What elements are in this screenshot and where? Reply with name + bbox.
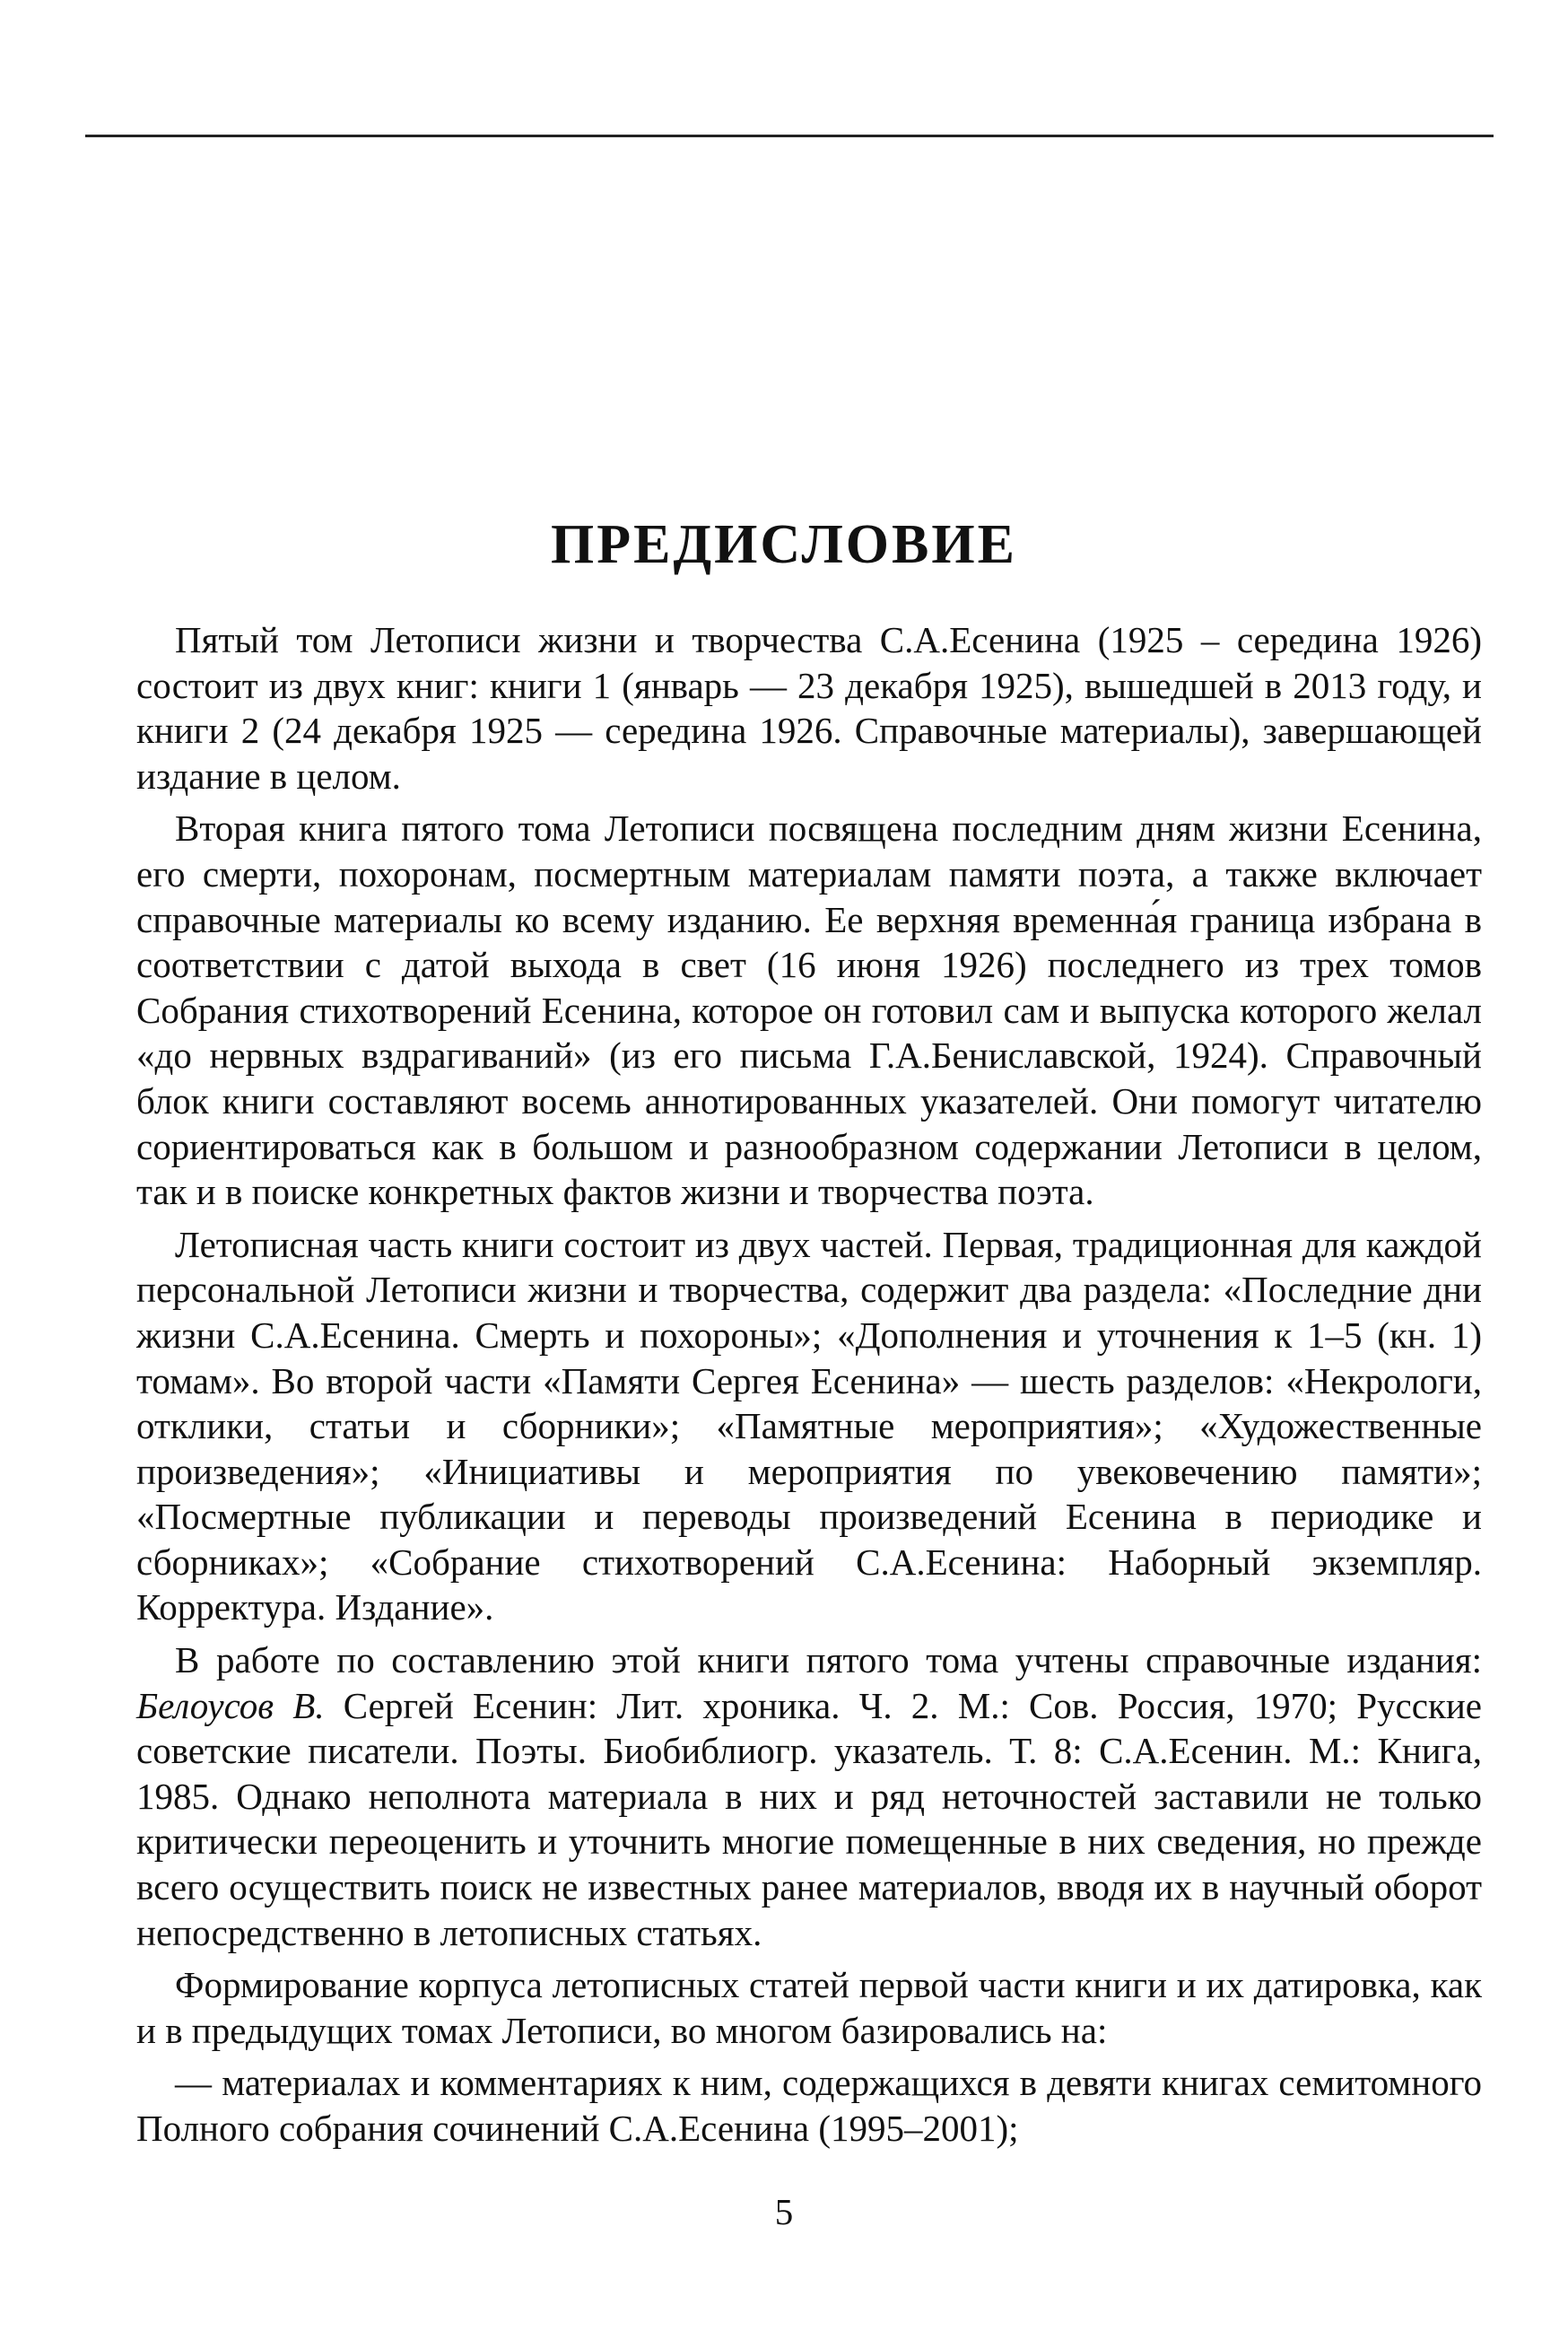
paragraph-4 [136,1637,1482,1955]
paragraph-4-lead: В работе по составлению этой книги пятого тома учтены справочные издания: [175,1639,1482,1681]
paragraph-5: Формирование корпуса летописных статей первой части книги и их датировка, как и в предыдущих томах Летописи, во многом базировались на: [136,1964,1482,2051]
paragraph-6: — материалах и комментариях к ним, содержащихся в девяти книгах семитомного Полного собрания сочинений С.А.Есенина (1995–2001); [136,2062,1482,2149]
page-title: ПРЕДИСЛОВИЕ [551,513,1017,575]
paragraph-4-rest: Сергей Есенин: Лит. хроника. Ч. 2. М.: Сов. Россия, 1970; Русские советские писатели. Поэты. Биобиблиогр. указатель. Т. 8: С.А.Есенин. М.: Книга, 1985. Однако неполнота материала в них и ряд неточностей заставили не только критически переоценить и уточнить многие помещенные в них сведения, но прежде всего осуществить поиск не известных ранее материалов, вводя их в научный оборот непосредственно в летописных статьях. [136,1684,1482,1953]
paragraph-2: Вторая книга пятого тома Летописи посвящена последним дням жизни Есенина, его смерти, похоронам, посмертным материалам памяти поэта, а также включает справочные материалы ко всему изданию. Ее верхняя временна́я граница избрана в соответствии с датой выхода в свет (16 июня 1926) последнего из трех томов Собрания стихотворений Есенина, которое он готовил сам и выпуска которого желал «до нервных вздрагиваний» (из его письма Г.А.Бениславской, 1924). Справочный блок книги составляют восемь аннотированных указателей. Они помогут читателю сориентироваться как в большом и разнообразном содержании Летописи в целом, так и в поиске конкретных фактов жизни и творчества поэта. [136,808,1482,1213]
paragraph-1: Пятый том Летописи жизни и творчества С.А.Есенина (1925 – середина 1926) состоит из двух книг: книги 1 (январь — 23 декабря 1925), вышедшей в 2013 году, и книги 2 (24 декабря 1925 — середина 1926. Справочные материалы), завершающей издание в целом. [136,619,1482,797]
page-number: 5 [774,2191,794,2232]
header-rule [85,135,1494,137]
paragraph-3: Летописная часть книги состоит из двух частей. Первая, традиционная для каждой персональной Летописи жизни и творчества, содержит два раздела: «Последние дни жизни С.А.Есенина. Смерть и похороны»; «Дополнения и уточнения к 1–5 (кн. 1) томам». Во второй части «Памяти Сергея Есенина» — шесть разделов: «Некрологи, отклики, статьи и сборники»; «Памятные мероприятия»; «Художественные произведения»; «Инициативы и мероприятия по увековечению памяти»; «Посмертные публикации и переводы произведений Есенина в периодике и сборниках»; «Собрание стихотворений С.А.Есенина: Наборный экземпляр. Корректура. Издание». [136,1223,1482,1628]
author-name: Белоусов В. [136,1684,325,1726]
body-text [136,617,1482,2152]
